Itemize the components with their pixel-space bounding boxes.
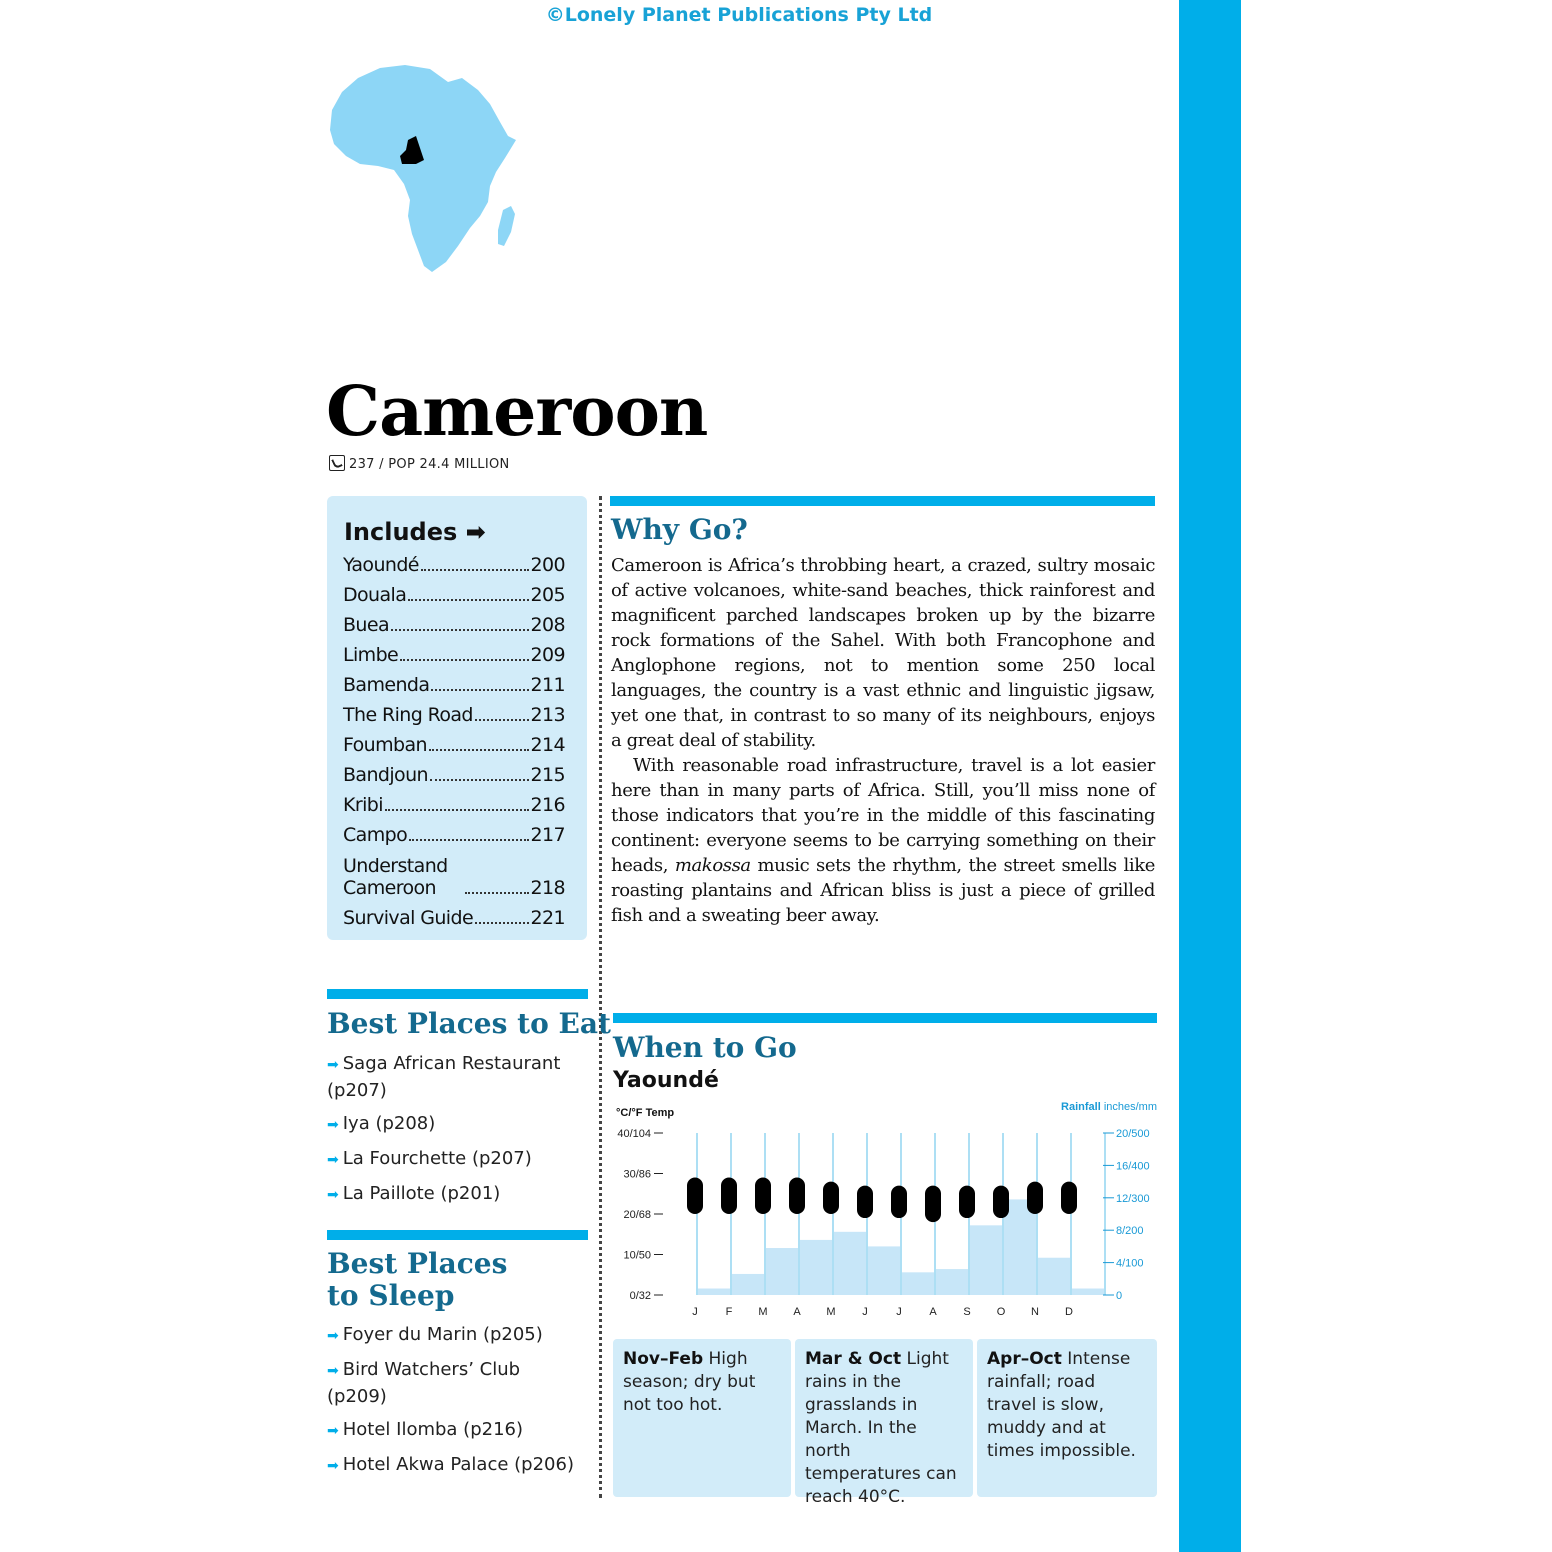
includes-item-page: 215 (530, 764, 565, 786)
includes-item[interactable] (343, 666, 565, 696)
month-label: O (996, 1306, 1006, 1318)
temp-range-mark (925, 1186, 941, 1222)
list-item-text: Hotel Akwa Palace (p206) (342, 1454, 574, 1475)
includes-item[interactable] (343, 546, 565, 576)
arrow-right-icon: ➡ (327, 1423, 339, 1439)
list-item[interactable] (327, 1051, 582, 1103)
arrow-right-icon: ➡ (327, 1328, 339, 1344)
arrow-right-icon: ➡ (327, 1458, 339, 1474)
leader-dots (408, 599, 528, 601)
list-item-text: Foyer du Marin (p205) (342, 1324, 543, 1345)
rain-tick-label: 20/500 (1116, 1128, 1150, 1140)
rain-tick-label: 8/200 (1116, 1225, 1144, 1238)
includes-item-name: Bandjoun (343, 764, 428, 786)
list-item-text: Bird Watchers’ Club (p209) (327, 1359, 521, 1407)
list-item[interactable] (327, 1357, 582, 1409)
population: POP 24.4 MILLION (388, 457, 510, 472)
temp-range-mark (891, 1186, 907, 1218)
rainfall-bar (732, 1274, 764, 1295)
leader-dots (385, 809, 529, 811)
includes-item-page: 205 (530, 584, 565, 606)
includes-item-name: Campo (343, 824, 408, 846)
season-box-light-rain (795, 1339, 973, 1507)
includes-item-page: 208 (530, 614, 565, 636)
why-go-body (611, 553, 1155, 928)
includes-item[interactable] (343, 756, 565, 786)
phone-code: 237 (349, 457, 375, 472)
best-sleep-heading-line-1: Best Places (327, 1247, 508, 1280)
temp-tick-label: 20/68 (623, 1209, 651, 1221)
includes-item[interactable] (343, 816, 565, 846)
climate-city: Yaoundé (613, 1068, 719, 1093)
includes-item[interactable] (343, 576, 565, 606)
rain-tick-label: 16/400 (1116, 1160, 1150, 1173)
includes-item[interactable] (343, 726, 565, 756)
list-item-text: Saga African Restaurant (p207) (327, 1053, 561, 1101)
list-item[interactable] (327, 1146, 582, 1173)
includes-item-name: Kribi (343, 794, 383, 816)
rain-axis-label: Rainfall inches/mm (1061, 1101, 1157, 1113)
includes-item[interactable] (343, 606, 565, 636)
list-item-text: La Fourchette (p207) (342, 1148, 532, 1169)
list-item[interactable] (327, 1111, 582, 1138)
arrow-right-icon: ➡ (327, 1152, 339, 1168)
temp-range-mark (993, 1186, 1009, 1218)
phone-icon (329, 455, 345, 471)
month-label: N (1031, 1306, 1039, 1318)
includes-item-page: 209 (530, 644, 565, 666)
climate-chart (600, 1095, 1170, 1325)
why-go-paragraph-2 (611, 753, 1155, 928)
leader-dots (391, 629, 529, 631)
includes-item[interactable] (343, 786, 565, 816)
temp-range-mark (755, 1178, 771, 1214)
temp-range-mark (789, 1178, 805, 1214)
temp-range-mark (721, 1178, 737, 1214)
includes-item-page: 211 (530, 674, 565, 696)
includes-item-name: Douala (343, 584, 407, 606)
africa-continent-shape (330, 65, 516, 272)
temp-range-mark (857, 1186, 873, 1218)
month-label: J (692, 1306, 698, 1318)
leader-dots (475, 922, 528, 924)
list-item[interactable] (327, 1417, 582, 1444)
why-go-rule (610, 496, 1155, 506)
includes-item[interactable] (343, 696, 565, 726)
list-item[interactable] (327, 1181, 582, 1208)
meta-separator: / (379, 457, 384, 472)
leader-dots (429, 749, 529, 751)
why-go-p2-italic: makossa (674, 855, 751, 876)
season-description: Intense rainfall; road travel is slow, muddy and at times impossible. (987, 1349, 1136, 1461)
rainfall-bar (800, 1240, 832, 1295)
includes-item-name: Buea (343, 614, 390, 636)
temp-range-mark (823, 1182, 839, 1214)
season-period: Mar & Oct (805, 1349, 902, 1369)
temp-range-mark (959, 1186, 975, 1218)
rainfall-bar (698, 1289, 730, 1295)
leader-dots (431, 689, 528, 691)
rainfall-bar (766, 1248, 798, 1295)
rainfall-bar (834, 1232, 866, 1295)
includes-item-name: Bamenda (343, 674, 430, 696)
arrow-right-icon: ➡ (327, 1057, 339, 1073)
includes-item-page: 200 (530, 554, 565, 576)
month-label: M (758, 1306, 768, 1318)
month-label: D (1065, 1306, 1073, 1318)
rainfall-bar (970, 1225, 1002, 1295)
includes-item-name: Foumban (343, 734, 427, 756)
temp-tick-label: 40/104 (617, 1128, 651, 1140)
leader-dots (409, 839, 528, 841)
leader-dots (475, 719, 529, 721)
list-item[interactable] (327, 1322, 582, 1349)
leader-dots (421, 569, 529, 571)
temp-tick-label: 0/32 (629, 1290, 651, 1302)
rainfall-bar (1004, 1199, 1036, 1295)
best-eat-rule (327, 989, 588, 999)
includes-item-name: Limbe (343, 644, 399, 666)
best-eat-list (327, 1051, 582, 1216)
temp-tick-label: 10/50 (623, 1249, 651, 1262)
includes-item-name: Yaoundé (343, 554, 419, 576)
includes-item-page: 221 (530, 907, 565, 929)
temp-axis-label: °C/°F Temp (616, 1107, 675, 1119)
includes-item[interactable] (343, 899, 565, 929)
includes-list (343, 546, 565, 929)
rain-tick-label: 12/300 (1116, 1192, 1150, 1205)
rainfall-bar (868, 1246, 900, 1295)
temp-tick-label: 30/86 (623, 1168, 651, 1181)
arrow-right-icon: ➡ (327, 1363, 339, 1379)
temp-range-mark (1061, 1182, 1077, 1214)
month-label: J (862, 1306, 868, 1318)
season-description: Light rains in the grasslands in March. In the north temperatures can reach 40°C. (805, 1349, 957, 1507)
why-go-paragraph-1: Cameroon is Africa’s throbbing heart, a crazed, sultry mosaic of active volcanoes, white-sand beaches, thick rainforest and magnificent parched landscapes broken up by the bizarre rock formations of the Sahel. With both Francophone and Anglophone regions, not to mention some 250 local languages, the country is a vast ethnic and linguistic jigsaw, yet one that, in contrast to so many of its neighbours, enjoys a great deal of stability. (611, 555, 1155, 751)
arrow-right-icon: ➡ (327, 1187, 339, 1203)
includes-item[interactable] (343, 846, 565, 899)
temp-range-mark (687, 1178, 703, 1214)
temp-range-mark (1027, 1182, 1043, 1214)
list-item-text: Hotel Ilomba (p216) (342, 1419, 523, 1440)
africa-locator-map (320, 60, 530, 290)
includes-item-name: Understand Cameroon (343, 855, 448, 899)
rainfall-bar (936, 1269, 968, 1295)
country-meta (329, 455, 510, 472)
includes-item-page: 213 (530, 704, 565, 726)
rain-tick-label: 4/100 (1116, 1257, 1144, 1270)
includes-heading (344, 518, 486, 546)
chapter-tab-strip (1179, 0, 1241, 1552)
list-item-text: Iya (p208) (342, 1113, 436, 1134)
madagascar-shape (498, 206, 515, 246)
month-label: S (963, 1306, 971, 1318)
leader-dots (400, 659, 528, 661)
arrow-right-icon: ➡ (327, 1117, 339, 1133)
arrow-right-icon: ➡ (465, 518, 486, 546)
season-box-intense-rain (977, 1339, 1157, 1497)
includes-item-page: 217 (530, 824, 565, 846)
season-description: High season; dry but not too hot. (623, 1349, 756, 1415)
season-box-high (613, 1339, 791, 1497)
when-to-go-rule (613, 1013, 1157, 1023)
rain-tick-label: 0 (1116, 1290, 1123, 1302)
includes-item-name: The Ring Road (343, 704, 473, 726)
best-sleep-heading (327, 1248, 507, 1312)
rainfall-bar (1038, 1258, 1070, 1295)
season-period: Apr–Oct (987, 1349, 1062, 1369)
month-label: A (793, 1306, 801, 1318)
season-period: Nov–Feb (623, 1349, 704, 1369)
best-sleep-heading-line-2: to Sleep (327, 1279, 455, 1312)
best-eat-heading: Best Places to Eat (327, 1007, 611, 1040)
includes-item-page: 214 (530, 734, 565, 756)
includes-item-name: Survival Guide (343, 907, 474, 929)
list-item[interactable] (327, 1452, 582, 1479)
includes-box (327, 496, 587, 940)
month-label: A (929, 1306, 937, 1318)
why-go-heading: Why Go? (611, 513, 748, 546)
leader-dots (430, 779, 529, 781)
best-sleep-list (327, 1322, 582, 1487)
includes-heading-text: Includes (344, 518, 458, 546)
copyright-notice: ©Lonely Planet Publications Pty Ltd (545, 4, 933, 26)
month-label: F (725, 1306, 733, 1318)
when-to-go-heading: When to Go (613, 1031, 797, 1064)
page-title: Cameroon (326, 372, 708, 452)
rainfall-bar (902, 1272, 934, 1295)
why-go-p2-end: music sets the rhythm, the street smells like roasting plantains and African bliss is just a piece of grilled fish and a sweating beer away. (611, 855, 1155, 926)
rainfall-bar (1072, 1289, 1104, 1295)
month-label: J (896, 1306, 902, 1318)
month-label: M (826, 1306, 836, 1318)
best-sleep-rule (327, 1230, 588, 1240)
leader-dots (465, 892, 529, 894)
includes-item-page: 216 (530, 794, 565, 816)
why-go-p2-start: With reasonable road infrastructure, travel is a lot easier here than in many parts of Africa. Still, you’ll miss none of those indicators that you’re in the middle of this fascinating continent: everyone seems to be carrying something on their heads, (611, 755, 1155, 876)
includes-item[interactable] (343, 636, 565, 666)
column-divider (599, 496, 602, 1498)
list-item-text: La Paillote (p201) (342, 1183, 501, 1204)
includes-item-page: 218 (530, 877, 565, 899)
